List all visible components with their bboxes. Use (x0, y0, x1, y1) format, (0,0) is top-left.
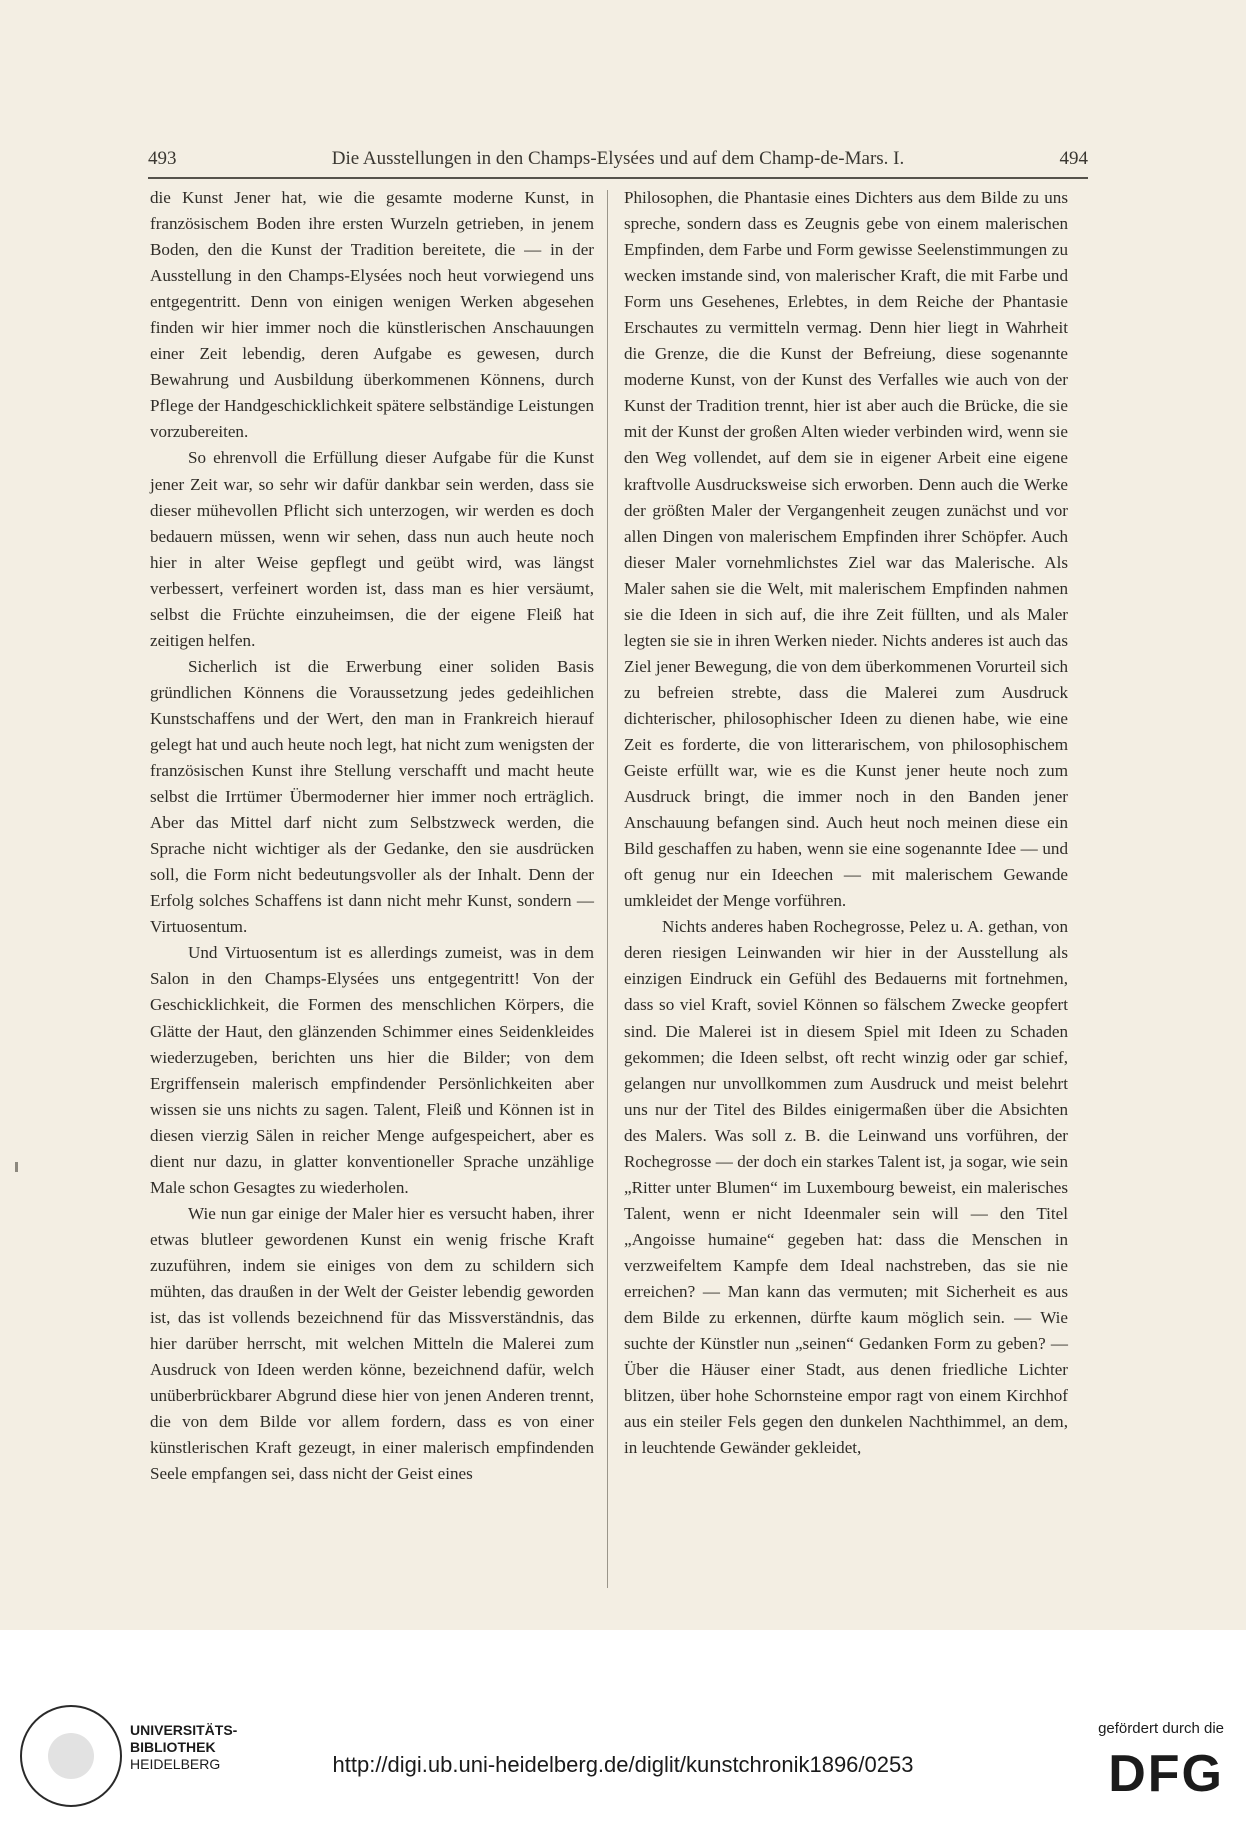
running-header (148, 148, 1088, 178)
library-line-3: HEIDELBERG (130, 1756, 221, 1772)
funded-by-label: gefördert durch die (1098, 1720, 1224, 1737)
right-column (624, 185, 1068, 1461)
header-rule (148, 177, 1088, 179)
paragraph: Sicherlich ist die Erwerbung einer soliden Basis gründlichen Könnens die Voraussetzung jedes gedeihlichen Kunstschaffens und der Wert, den man in Frankreich hierauf gelegt hat und auch heute noch legt, hat nicht zum wenigsten der französischen Kunst ihre Stellung verschafft und macht heute selbst die Irrtümer Übermoderner hier immer noch erträglich. Aber das Mittel darf nicht zum Selbstzweck werden, die Sprache nicht wichtiger als der Gedanke, den sie ausdrücken soll, die Form nicht bedeutungsvoller als der Inhalt. Denn der Erfolg solches Schaffens ist dann nicht mehr Kunst, sondern — Virtuosentum. (150, 656, 594, 937)
source-url[interactable]: http://digi.ub.uni-heidelberg.de/diglit/kunstchronik1896/0253 (332, 1752, 914, 1777)
header-title: Die Ausstellungen in den Champs-Elysées und auf dem Champ-de-Mars. I. (331, 148, 905, 169)
paragraph: Wie nun gar einige der Maler hier es versucht haben, ihrer etwas blutleer gewordenen Kunst ein wenig frische Kraft zuzuführen, indem sie einiges von dem zu schildern sich mühten, das draußen in der Welt der Geister lebendig geworden ist, das ist vollends bezeichnend für das Missverständnis, das hier darüber herrscht, mit welchen Mitteln die Malerei zum Ausdruck von Ideen werden könne, bezeichnend dafür, welch unüberbrückbarer Abgrund diese hier von jenen Anderen trennt, die von dem Bilde vor allem fordern, dass es von einer künstlerischen Kraft gezeugt, in einer malerisch empfindenden Seele empfangen sei, dass nicht der Geist eines (150, 1203, 594, 1484)
library-line-2: BIBLIOTHEK (130, 1739, 216, 1755)
left-column (150, 185, 594, 1487)
library-line-1: UNIVERSITÄTS- (130, 1722, 238, 1738)
paragraph: die Kunst Jener hat, wie die gesamte moderne Kunst, in französischem Boden ihre ersten Wurzeln getrieben, in jenem Boden, den die Kunst der Tradition bereitete, die — in der Ausstellung in den Champs-Elysées noch heut vorwiegend uns entgegentritt. Denn von einigen wenigen Werken abgesehen finden wir hier immer noch die künstlerischen Anschauungen einer Zeit lebendig, deren Aufgabe es gewesen, durch Bewahrung und Ausbildung überkommenen Könnens, durch Pflege der Handgeschicklichkeit spätere selbständige Leistungen vorzubereiten. (150, 188, 594, 442)
paragraph: Nichts anderes haben Rochegrosse, Pelez u. A. gethan, von deren riesigen Leinwanden wir hier in der Ausstellung als einzigen Eindruck ein Gefühl des Bedauerns mit fortnehmen, dass so viel Kraft, soviel Können so fälschem Zwecke geopfert sind. Die Malerei ist in diesem Spiel mit Ideen zu Schaden gekommen; die Ideen selbst, oft recht winzig oder gar schief, gelangen nur unvollkommen zum Ausdruck und meist belehrt uns nur der Titel des Bildes einigermaßen über die Absichten des Malers. Was soll z. B. die Leinwand uns vorführen, der Rochegrosse — der doch ein starkes Talent ist, ja sogar, wie sein „Ritter unter Blumen“ im Luxembourg beweist, ein malerisches Talent, wenn er nicht Ideenmaler sein will — den Titel „Angoisse humaine“ gegeben hat: dass die Menschen in verzweifeltem Kampfe dem Ideal nachstreben, das sie nie erreichen? — Man kann das vermuten; mit Sicherheit es aus dem Bilde zu erkennen, dürfte kaum möglich sein. — Wie suchte der Künstler nun „seinen“ Gedanken Form zu geben? — Über die Häuser einer Stadt, aus denen friedliche Lichter blitzen, über hohe Schornsteine empor ragt von einem Kirchhof aus ein steiler Fels gegen den dunkelen Nachthimmel, an dem, in leuchtende Gewänder gekleidet, (624, 917, 1068, 1458)
dfg-logo: DFG (1108, 1745, 1224, 1803)
page-number-right: 494 (1059, 148, 1088, 169)
paragraph: Philosophen, die Phantasie eines Dichters aus dem Bilde zu uns spreche, sondern dass es Zeugnis gebe von einem malerischen Empfinden, dem Farbe und Form gewisse Seelenstimmungen zu wecken imstande sind, von malerischer Kraft, die mit Farbe und Form uns Gesehenes, Erlebtes, in dem Reiche der Phantasie Erschautes zu vermitteln vermag. Denn hier liegt in Wahrheit die Grenze, die die Kunst der Befreiung, diese sogenannte moderne Kunst, von der Kunst des Verfalles wie auch von der Kunst der Tradition trennt, hier ist aber auch die Brücke, die sie mit der Kunst der großen Alten wieder verbinden wird, wenn sie den Weg vollendet, auf dem sie in eigener Arbeit eine eigene kraftvolle Ausdrucksweise sich erworben. Denn auch die Werke der größten Maler der Vergangenheit zeugen zunächst und vor allen Dingen von malerischem Empfinden ihrer Schöpfer. Auch dieser Maler vornehmlichstes Ziel war das Malerische. Als Maler sahen sie die Welt, mit malerischem Empfinden nahmen sie die Ideen in sich auf, die ihre Zeit füllten, und als Maler legten sie sie in ihren Werken nieder. Nichts anderes ist auch das Ziel jener Bewegung, die von dem überkommenen Vorurteil sich zu befreien strebte, dass die Malerei zum Ausdruck dichterischer, philosophischer Ideen zu dienen habe, wie eine Zeit es forderte, die von litterarischem, von philosophischem Geiste erfüllt war, wie es die Kunst jener heute noch zum Ausdruck bringt, die immer noch in den Banden jener Anschauung befangen sind. Auch heut noch meinen diese ein Bild geschaffen zu haben, wenn sie eine sogenannte Idee — und oft genug nur ein Ideechen — mit malerischem Gewande umkleidet der Menge vorführen. (624, 188, 1068, 911)
paragraph: Und Virtuosentum ist es allerdings zumeist, was in dem Salon in den Champs-Elysées uns entgegentritt! Von der Geschicklichkeit, die Formen des menschlichen Körpers, die Glätte der Haut, den glänzenden Schimmer eines Seidenkleides wiederzugeben, berichten uns hier die Bilder; von dem Ergriffensein malerisch empfindender Persönlichkeiten aber wissen sie uns nichts zu sagen. Talent, Fleiß und Können ist in diesen vierzig Sälen in reicher Menge aufgespeichert, aber es dient nur dazu, in glatter konventioneller Sprache unzählige Male schon Gesagtes zu wiederholen. (150, 943, 594, 1197)
column-divider (607, 190, 608, 1588)
scan-speck (15, 1162, 18, 1172)
page-number-left: 493 (148, 148, 177, 169)
paragraph: So ehrenvoll die Erfüllung dieser Aufgabe für die Kunst jener Zeit war, so sehr wir dafür dankbar sein werden, dass sie dieser mühevollen Pflicht sich unterzogen, wir werden es doch bedauern müssen, wenn wir sehen, dass nun auch heute noch hier in alter Weise gepflegt und geübt wird, was längst verbessert, verfeinert worden ist, dass man es hier versäumt, selbst die Früchte einzuheimsen, die der eigene Fleiß hat zeitigen helfen. (150, 448, 594, 650)
